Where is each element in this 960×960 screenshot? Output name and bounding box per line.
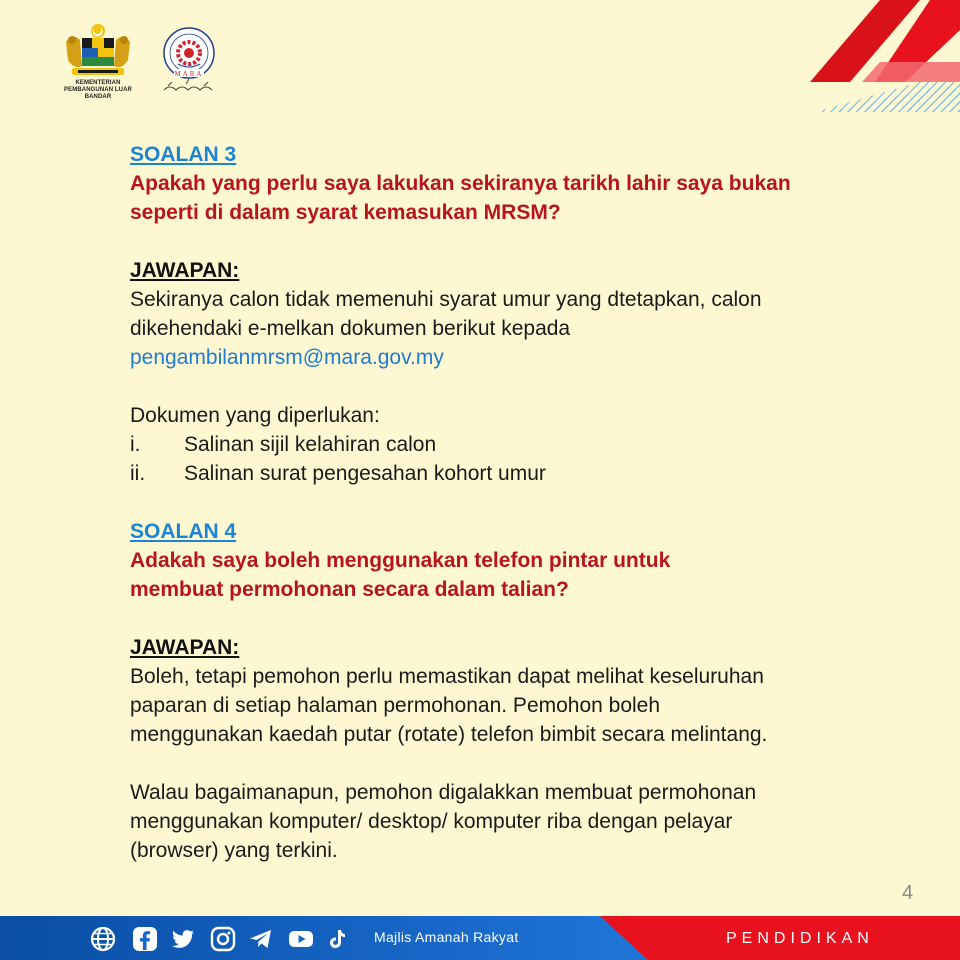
question-3-text-line2: seperti di dalam syarat kemasukan MRSM? [130,201,561,224]
question-3-text-line1: Apakah yang perlu saya lakukan sekiranya tarikh lahir saya bukan [130,172,791,195]
faq-content [130,140,910,865]
question-4-heading: SOALAN 4 [130,520,237,543]
corner-stripes-decoration [730,0,960,120]
answer-3-heading: JAWAPAN: [130,259,240,282]
list-item-number: ii. [130,462,146,485]
ministry-logo [50,22,146,98]
mara-logo-text: MARA [174,70,204,78]
ministry-logo-line2: PEMBANGUNAN LUAR BANDAR [64,87,132,100]
question-4-text-line2: membuat permohonan secara dalam talian? [130,578,569,601]
answer-4-p1-line1: Boleh, tetapi pemohon perlu memastikan dapat melihat keseluruhan [130,665,764,688]
mara-logo [156,26,222,98]
coat-of-arms-icon [58,22,138,80]
youtube-icon[interactable] [288,926,314,952]
list-item-number: i. [130,433,141,456]
mara-emblem-icon [156,26,222,98]
question-4-text-line1: Adakah saya boleh menggunakan telefon pintar untuk [130,549,671,572]
answer-4-p1-line2: paparan di setiap halaman permohonan. Pemohon boleh [130,694,661,717]
footer-tag: PENDIDIKAN [726,930,874,947]
instagram-icon[interactable] [210,926,236,952]
facebook-icon[interactable] [132,926,158,952]
list-item [130,459,910,488]
tiktok-icon[interactable] [324,926,350,952]
answer-3-line2: dikehendaki e-melkan dokumen berikut kepada [130,317,571,340]
answer-4-heading: JAWAPAN: [130,636,240,659]
answer-4-p2-line3: (browser) yang terkini. [130,839,338,862]
email-link[interactable]: pengambilanmrsm@mara.gov.my [130,346,444,369]
ministry-logo-line1: KEMENTERIAN [75,80,121,86]
telegram-icon[interactable] [248,926,274,952]
globe-icon[interactable] [90,926,116,952]
footer-organization-name: Majlis Amanah Rakyat [374,929,519,945]
list-item-text: Salinan surat pengesahan kohort umur [184,462,546,485]
list-item-text: Salinan sijil kelahiran calon [184,433,437,456]
answer-3-line1: Sekiranya calon tidak memenuhi syarat umur yang dtetapkan, calon [130,288,762,311]
answer-4-p2-line1: Walau bagaimanapun, pemohon digalakkan membuat permohonan [130,781,757,804]
footer-bar [0,916,960,960]
answer-4-p1-line3: menggunakan kaedah putar (rotate) telefon bimbit secara melintang. [130,723,768,746]
twitter-icon[interactable] [170,926,196,952]
list-item [130,430,910,459]
question-3-heading: SOALAN 3 [130,143,237,166]
documents-intro: Dokumen yang diperlukan: [130,404,380,427]
page-number: 4 [902,882,914,904]
answer-4-p2-line2: menggunakan komputer/ desktop/ komputer riba dengan pelayar [130,810,733,833]
